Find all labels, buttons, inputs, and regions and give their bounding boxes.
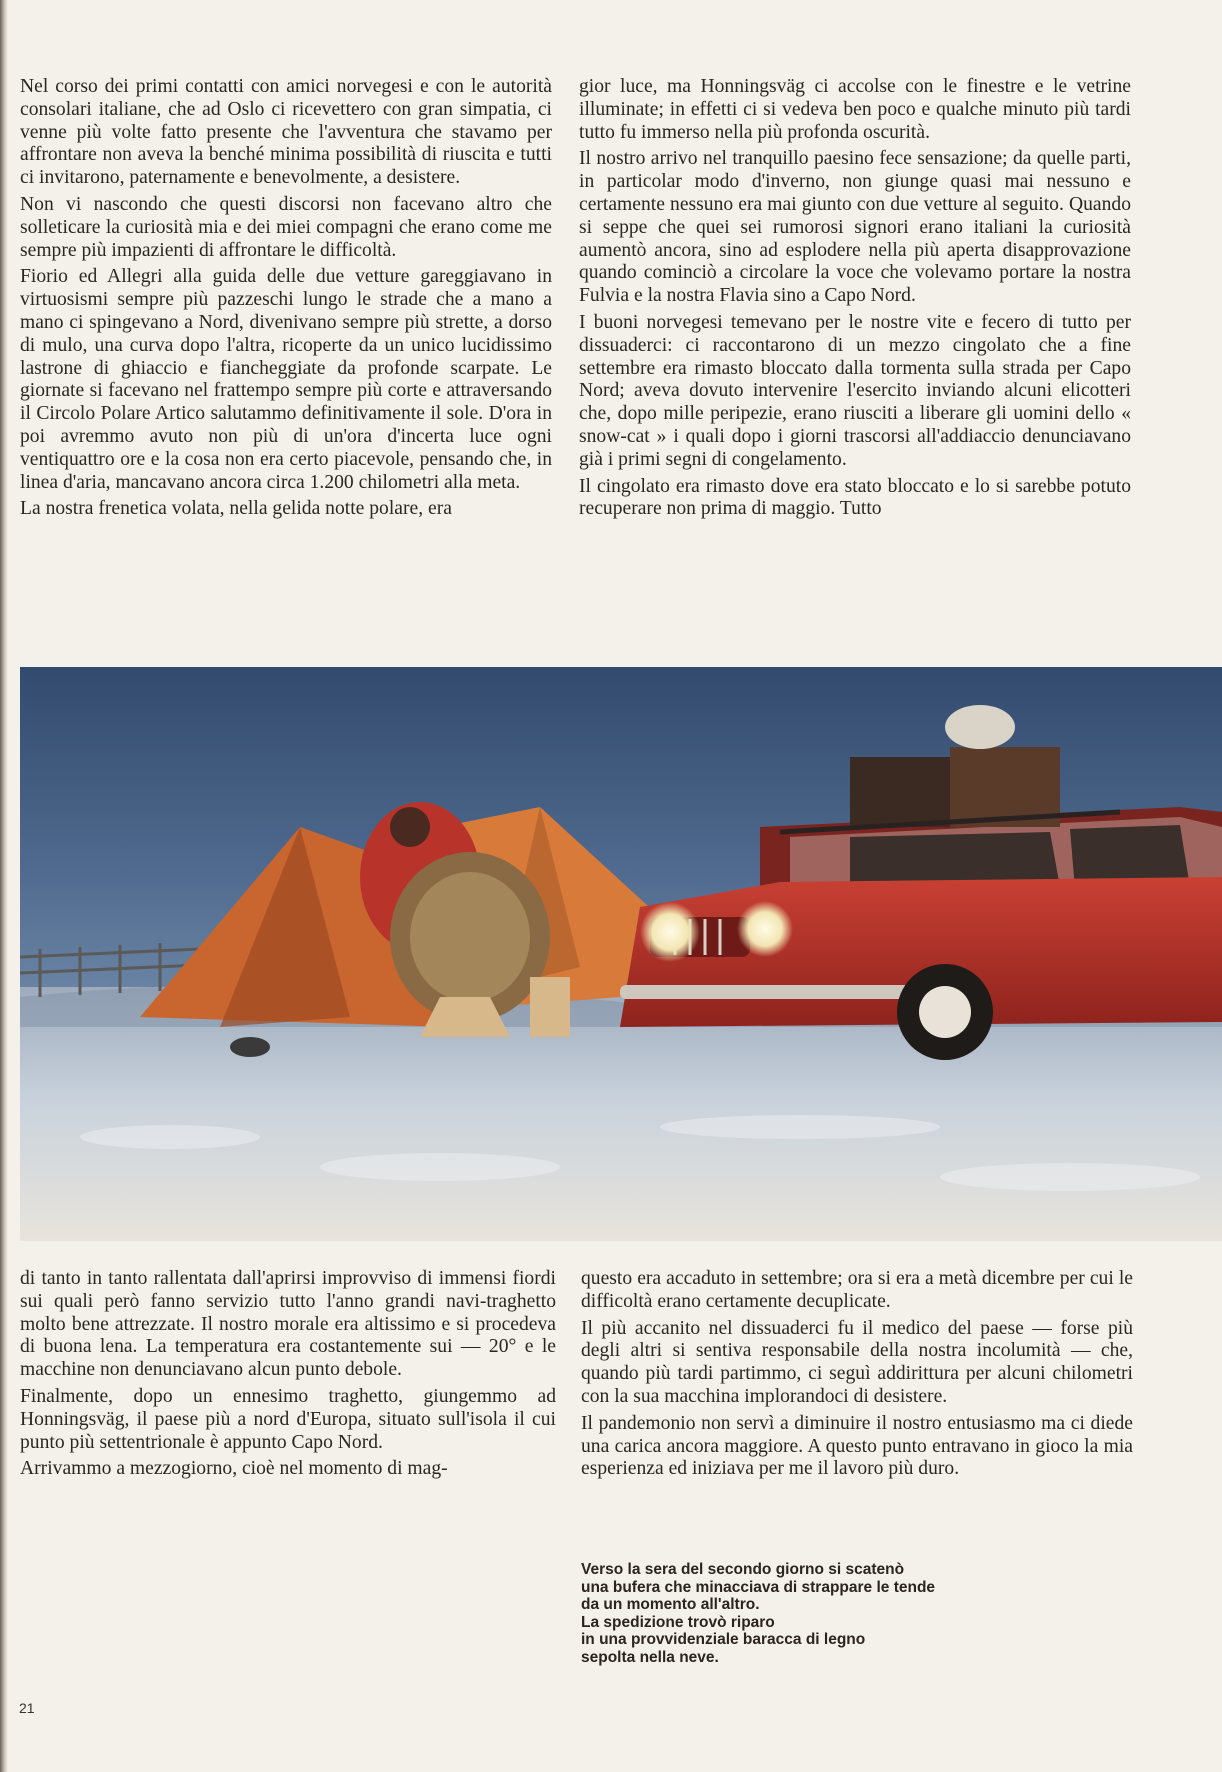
headlight-right — [737, 901, 793, 957]
caption-line: Verso la sera del secondo giorno si scatenò — [581, 1561, 905, 1578]
caption-line: in una provvidenziale baracca di legno — [581, 1631, 866, 1648]
paragraph: La nostra frenetica volata, nella gelida notte polare, era — [20, 498, 452, 520]
expedition-photo — [20, 667, 1222, 1241]
paragraph: gior luce, ma Honningsväg ci accolse con le finestre e le vetrine illuminate; in effetti ci si vedeva ben poco e qualche minuto più tardi tutto fu immerso nella più profonda oscurità. — [579, 76, 1131, 143]
page-number: 21 — [19, 1700, 35, 1716]
paragraph: questo era accaduto in settembre; ora si era a metà dicembre per cui le difficoltà erano certamente decuplicate. — [581, 1268, 1133, 1312]
text-column-top-right — [579, 76, 1131, 525]
caption-line: La spedizione trovò riparo — [581, 1613, 775, 1631]
paragraph: I buoni norvegesi temevano per le nostre vite e fecero di tutto per dissuaderci: ci raccontarono di un mezzo cingolato che a fine settembre era rimasto bloccato dalla tormenta sulla strada per Capo Nord; aveva dovuto intervenire l'esercito inviando alcuni elicotteri che, dopo mille peripezie, erano riusciti a liberare gli uomini dello « snow-cat » i quali dopo i giorni trascorsi all'addiaccio denunciavano già i primi segni di congelamento. — [579, 311, 1131, 470]
lantern — [230, 1037, 270, 1057]
paragraph: Arrivammo a mezzogiorno, cioè nel momento di mag- — [20, 1458, 448, 1480]
text-column-bottom-right — [581, 1268, 1133, 1485]
paragraph: Non vi nascondo che questi discorsi non facevano altro che solleticare la curiosità mia e dei miei compagni che erano come me sempre più impazienti di affrontare le difficoltà. — [20, 193, 552, 261]
paragraph: Fiorio ed Allegri alla guida delle due vetture gareggiavano in virtuosismi sempre più pazzeschi lungo le strade che a mano a mano ci spingevano a Nord, divenivano sempre più strette, a dorso di mulo, una curva dopo l'altra, ricoperte da un unico lucidissimo lastrone di ghiaccio e fiancheggiate da profonde scarpate. Le giornate si facevano nel frattempo sempre più corte e attraversando il Circolo Polare Artico salutammo definitivamente il sole. D'ora in poi avremmo avuto non più di un'ora d'incerta luce ogni ventiquattro ore e la cosa non era certo piacevole, pensando che, in linea d'aria, mancavano ancora circa 1.200 chilometri alla meta. — [20, 266, 552, 493]
caption-line: sepolta nella neve. — [581, 1648, 719, 1666]
caption-line: da un momento all'altro. — [581, 1596, 760, 1613]
paragraph: Finalmente, dopo un ennesimo traghetto, giungemmo ad Honningsväg, il paese più a nord d'Europa, situato sull'isola il cui punto più settentrionale è appunto Capo Nord. — [20, 1385, 556, 1453]
caption-line: una bufera che minacciava di strappare le tende — [581, 1578, 936, 1596]
bumper — [620, 985, 920, 999]
page-binding-shadow — [0, 0, 8, 1772]
box — [530, 977, 570, 1037]
paragraph: di tanto in tanto rallentata dall'aprirsi improvviso di immensi fiordi sui quali però fanno servizio tutto l'anno grandi navi-traghetto molto bene attrezzate. Il nostro morale era altissimo e si procedeva di buona lena. La temperatura era costantemente sui — 20° e le macchine non denunciavano alcun punto debole. — [20, 1268, 556, 1381]
paragraph: Il cingolato era rimasto dove era stato bloccato e lo si sarebbe potuto recuperare non prima di maggio. Tutto — [579, 475, 1131, 520]
text-column-bottom-left — [20, 1268, 556, 1485]
headlight-left — [640, 902, 700, 962]
paragraph: Nel corso dei primi contatti con amici norvegesi e con le autorità consolari italiane, che ad Oslo ci ricevettero con gran simpatia, ci venne più volte fatto presente che l'avventura che stavamo per affrontare non aveva la benché minima possibilità di riuscita e tutti ci invitarono, paternamente e benevolmente, a desistere. — [20, 76, 552, 189]
paragraph: Il pandemonio non servì a diminuire il nostro entusiasmo ma ci diede una carica ancora maggiore. A questo punto entravano in gioco la mia esperienza ed iniziava per me il lavoro più duro. — [581, 1412, 1133, 1480]
text-column-top-left — [20, 76, 552, 525]
paragraph: Il più accanito nel dissuaderci fu il medico del paese — forse più degli altri si sentiva responsabile della nostra incolumità — che, quando più tardi partimmo, ci seguì addirittura per alcuni chilometri con la sua macchina implorandoci di desistere. — [581, 1317, 1133, 1407]
photo-illustration — [20, 667, 1222, 1241]
paragraph: Il nostro arrivo nel tranquillo paesino fece sensazione; da quelle parti, in particolar modo d'inverno, non giunge quasi mai nessuno e certamente nessuno era mai giunto con due vetture al seguito. Quando si seppe che quei sei rumorosi signori erano italiani la curiosità aumentò ancora, sino ad esplodere nella più aperta disapprovazione quando cominciò a circolare la voce che volevamo portare la nostra Fulvia e la nostra Flavia sino a Capo Nord. — [579, 148, 1131, 307]
photo-caption — [581, 1561, 1101, 1666]
